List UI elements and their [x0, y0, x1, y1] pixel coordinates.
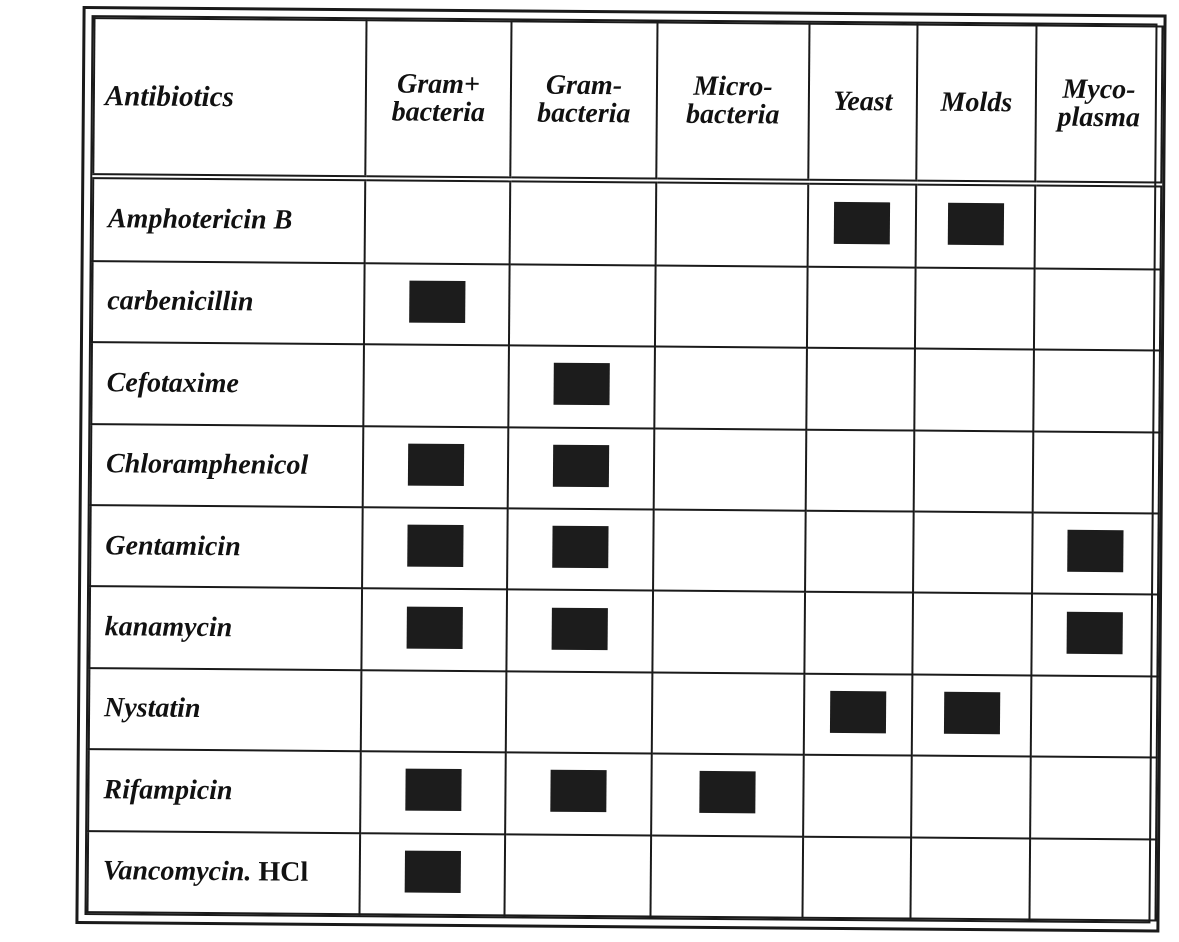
spectrum-cell-gram-negative — [506, 671, 653, 754]
antibiotic-name-suffix: HCl — [258, 856, 309, 889]
active-mark — [550, 770, 606, 812]
antibiotic-name: Cefotaxime — [106, 367, 239, 400]
spectrum-cell-mycoplasma — [1035, 183, 1162, 269]
active-mark — [834, 202, 890, 244]
column-header-antibiotics — [93, 18, 366, 178]
spectrum-cell-gram-positive — [365, 178, 511, 264]
spectrum-cell-gram-negative — [506, 590, 653, 673]
antibiotic-name-cell — [90, 505, 363, 589]
spectrum-cell-mycoplasma — [1031, 594, 1158, 676]
antibiotic-name-cell — [89, 668, 362, 752]
spectrum-cell-gram-negative — [509, 264, 656, 347]
spectrum-cell-micro-bacteria — [651, 754, 804, 837]
antibiotic-name-cell — [89, 586, 362, 670]
active-mark — [552, 607, 608, 649]
spectrum-cell-yeast — [803, 755, 912, 837]
column-header-gram-negative — [510, 21, 657, 180]
antibiotic-name-cell — [93, 176, 366, 263]
antibiotic-name: Chloramphenicol — [105, 448, 309, 482]
column-header-micro-bacteria — [656, 23, 809, 182]
column-header-line1: Yeast — [833, 85, 893, 118]
spectrum-cell-molds — [911, 756, 1031, 838]
table-inner-frame — [84, 15, 1157, 923]
table-row — [91, 342, 1160, 432]
spectrum-cell-gram-positive — [359, 833, 505, 916]
antibiotic-name-cell — [88, 831, 361, 915]
spectrum-cell-micro-bacteria — [652, 672, 805, 755]
table-frame — [75, 6, 1166, 932]
spectrum-cell-micro-bacteria — [652, 591, 805, 674]
column-header-gram-positive — [365, 20, 511, 179]
column-header-line1: Micro- — [693, 70, 773, 103]
active-mark — [943, 692, 999, 734]
antibiotic-name: carbenicillin — [107, 285, 254, 318]
table-row — [89, 668, 1158, 758]
active-mark — [407, 525, 463, 567]
spectrum-cell-micro-bacteria — [653, 509, 806, 592]
spectrum-cell-gram-negative — [508, 345, 655, 428]
spectrum-cell-molds — [914, 349, 1034, 431]
spectrum-cell-gram-negative — [510, 179, 657, 265]
spectrum-cell-micro-bacteria — [654, 428, 807, 511]
spectrum-cell-molds — [914, 430, 1034, 512]
active-mark — [1067, 611, 1123, 653]
antibiotic-name-cell — [91, 424, 364, 508]
column-header-mycoplasma — [1035, 25, 1162, 184]
spectrum-cell-molds — [916, 183, 1036, 269]
active-mark — [406, 606, 462, 648]
header-row — [93, 18, 1162, 184]
antibiotic-spectrum-table — [86, 17, 1163, 921]
active-mark — [404, 850, 460, 892]
column-header-yeast — [808, 24, 917, 183]
active-mark — [409, 280, 465, 322]
column-header-molds — [916, 25, 1036, 184]
table-row — [91, 424, 1160, 514]
active-mark — [552, 526, 608, 568]
spectrum-cell-yeast — [808, 182, 917, 268]
spectrum-cell-micro-bacteria — [650, 835, 803, 918]
spectrum-cell-gram-positive — [360, 751, 506, 834]
antibiotic-name: Nystatin — [103, 692, 201, 725]
spectrum-cell-mycoplasma — [1034, 268, 1161, 350]
spectrum-cell-mycoplasma — [1029, 838, 1156, 920]
active-mark — [407, 443, 463, 485]
spectrum-cell-mycoplasma — [1033, 431, 1160, 513]
spectrum-cell-gram-positive — [363, 426, 509, 509]
spectrum-cell-molds — [912, 674, 1032, 756]
column-header-line1: Myco- — [1062, 73, 1136, 106]
spectrum-cell-mycoplasma — [1032, 512, 1159, 594]
spectrum-cell-yeast — [806, 429, 915, 511]
antibiotic-name: Gentamicin — [105, 529, 241, 562]
antibiotic-name-cell — [88, 749, 361, 833]
table-body — [88, 176, 1162, 920]
spectrum-cell-gram-negative — [508, 427, 655, 510]
spectrum-cell-yeast — [804, 592, 913, 674]
antibiotic-name: Amphotericin B — [107, 203, 293, 237]
table-row — [93, 176, 1162, 269]
spectrum-cell-molds — [912, 593, 1032, 675]
antibiotic-name: Rifampicin — [103, 774, 233, 807]
spectrum-cell-gram-positive — [364, 263, 510, 346]
active-mark — [699, 771, 755, 813]
spectrum-cell-micro-bacteria — [655, 265, 808, 348]
column-header-line2: bacteria — [686, 98, 780, 131]
spectrum-cell-molds — [913, 511, 1033, 593]
spectrum-cell-gram-negative — [505, 753, 652, 836]
column-header-line2: plasma — [1057, 101, 1141, 134]
spectrum-cell-micro-bacteria — [654, 347, 807, 430]
active-mark — [553, 363, 609, 405]
column-header-line1: Molds — [940, 86, 1013, 119]
antibiotic-name-cell — [92, 261, 365, 345]
spectrum-cell-mycoplasma — [1031, 675, 1158, 757]
spectrum-cell-molds — [910, 837, 1030, 919]
active-mark — [830, 691, 886, 733]
table-row — [90, 505, 1159, 595]
active-mark — [553, 444, 609, 486]
table-row — [92, 261, 1161, 351]
spectrum-cell-gram-negative — [507, 508, 654, 591]
spectrum-cell-gram-positive — [362, 507, 508, 590]
table-row — [88, 749, 1157, 839]
column-header-line1: Gram+ — [396, 68, 481, 101]
spectrum-cell-mycoplasma — [1030, 757, 1157, 839]
active-mark — [1067, 530, 1123, 572]
antibiotic-name: Vancomycin. — [102, 855, 252, 888]
spectrum-cell-yeast — [802, 836, 911, 918]
table-row — [88, 831, 1157, 921]
antibiotic-name-cell — [91, 342, 364, 426]
spectrum-cell-yeast — [807, 266, 916, 348]
table-row — [89, 586, 1158, 676]
spectrum-cell-gram-negative — [504, 834, 651, 917]
spectrum-cell-micro-bacteria — [656, 181, 809, 267]
column-header-line1: Gram- — [545, 69, 623, 102]
spectrum-cell-yeast — [805, 511, 914, 593]
active-mark — [405, 769, 461, 811]
spectrum-cell-gram-positive — [361, 589, 507, 672]
spectrum-cell-gram-positive — [363, 344, 509, 427]
column-header-line1: Antibiotics — [104, 80, 234, 114]
spectrum-cell-molds — [915, 267, 1035, 349]
spectrum-cell-yeast — [804, 673, 913, 755]
antibiotic-name: kanamycin — [104, 611, 233, 644]
active-mark — [947, 203, 1003, 245]
spectrum-cell-gram-positive — [361, 670, 507, 753]
spectrum-cell-mycoplasma — [1033, 350, 1160, 432]
spectrum-cell-yeast — [806, 348, 915, 430]
column-header-line2: bacteria — [537, 97, 631, 130]
column-header-line2: bacteria — [391, 96, 486, 129]
